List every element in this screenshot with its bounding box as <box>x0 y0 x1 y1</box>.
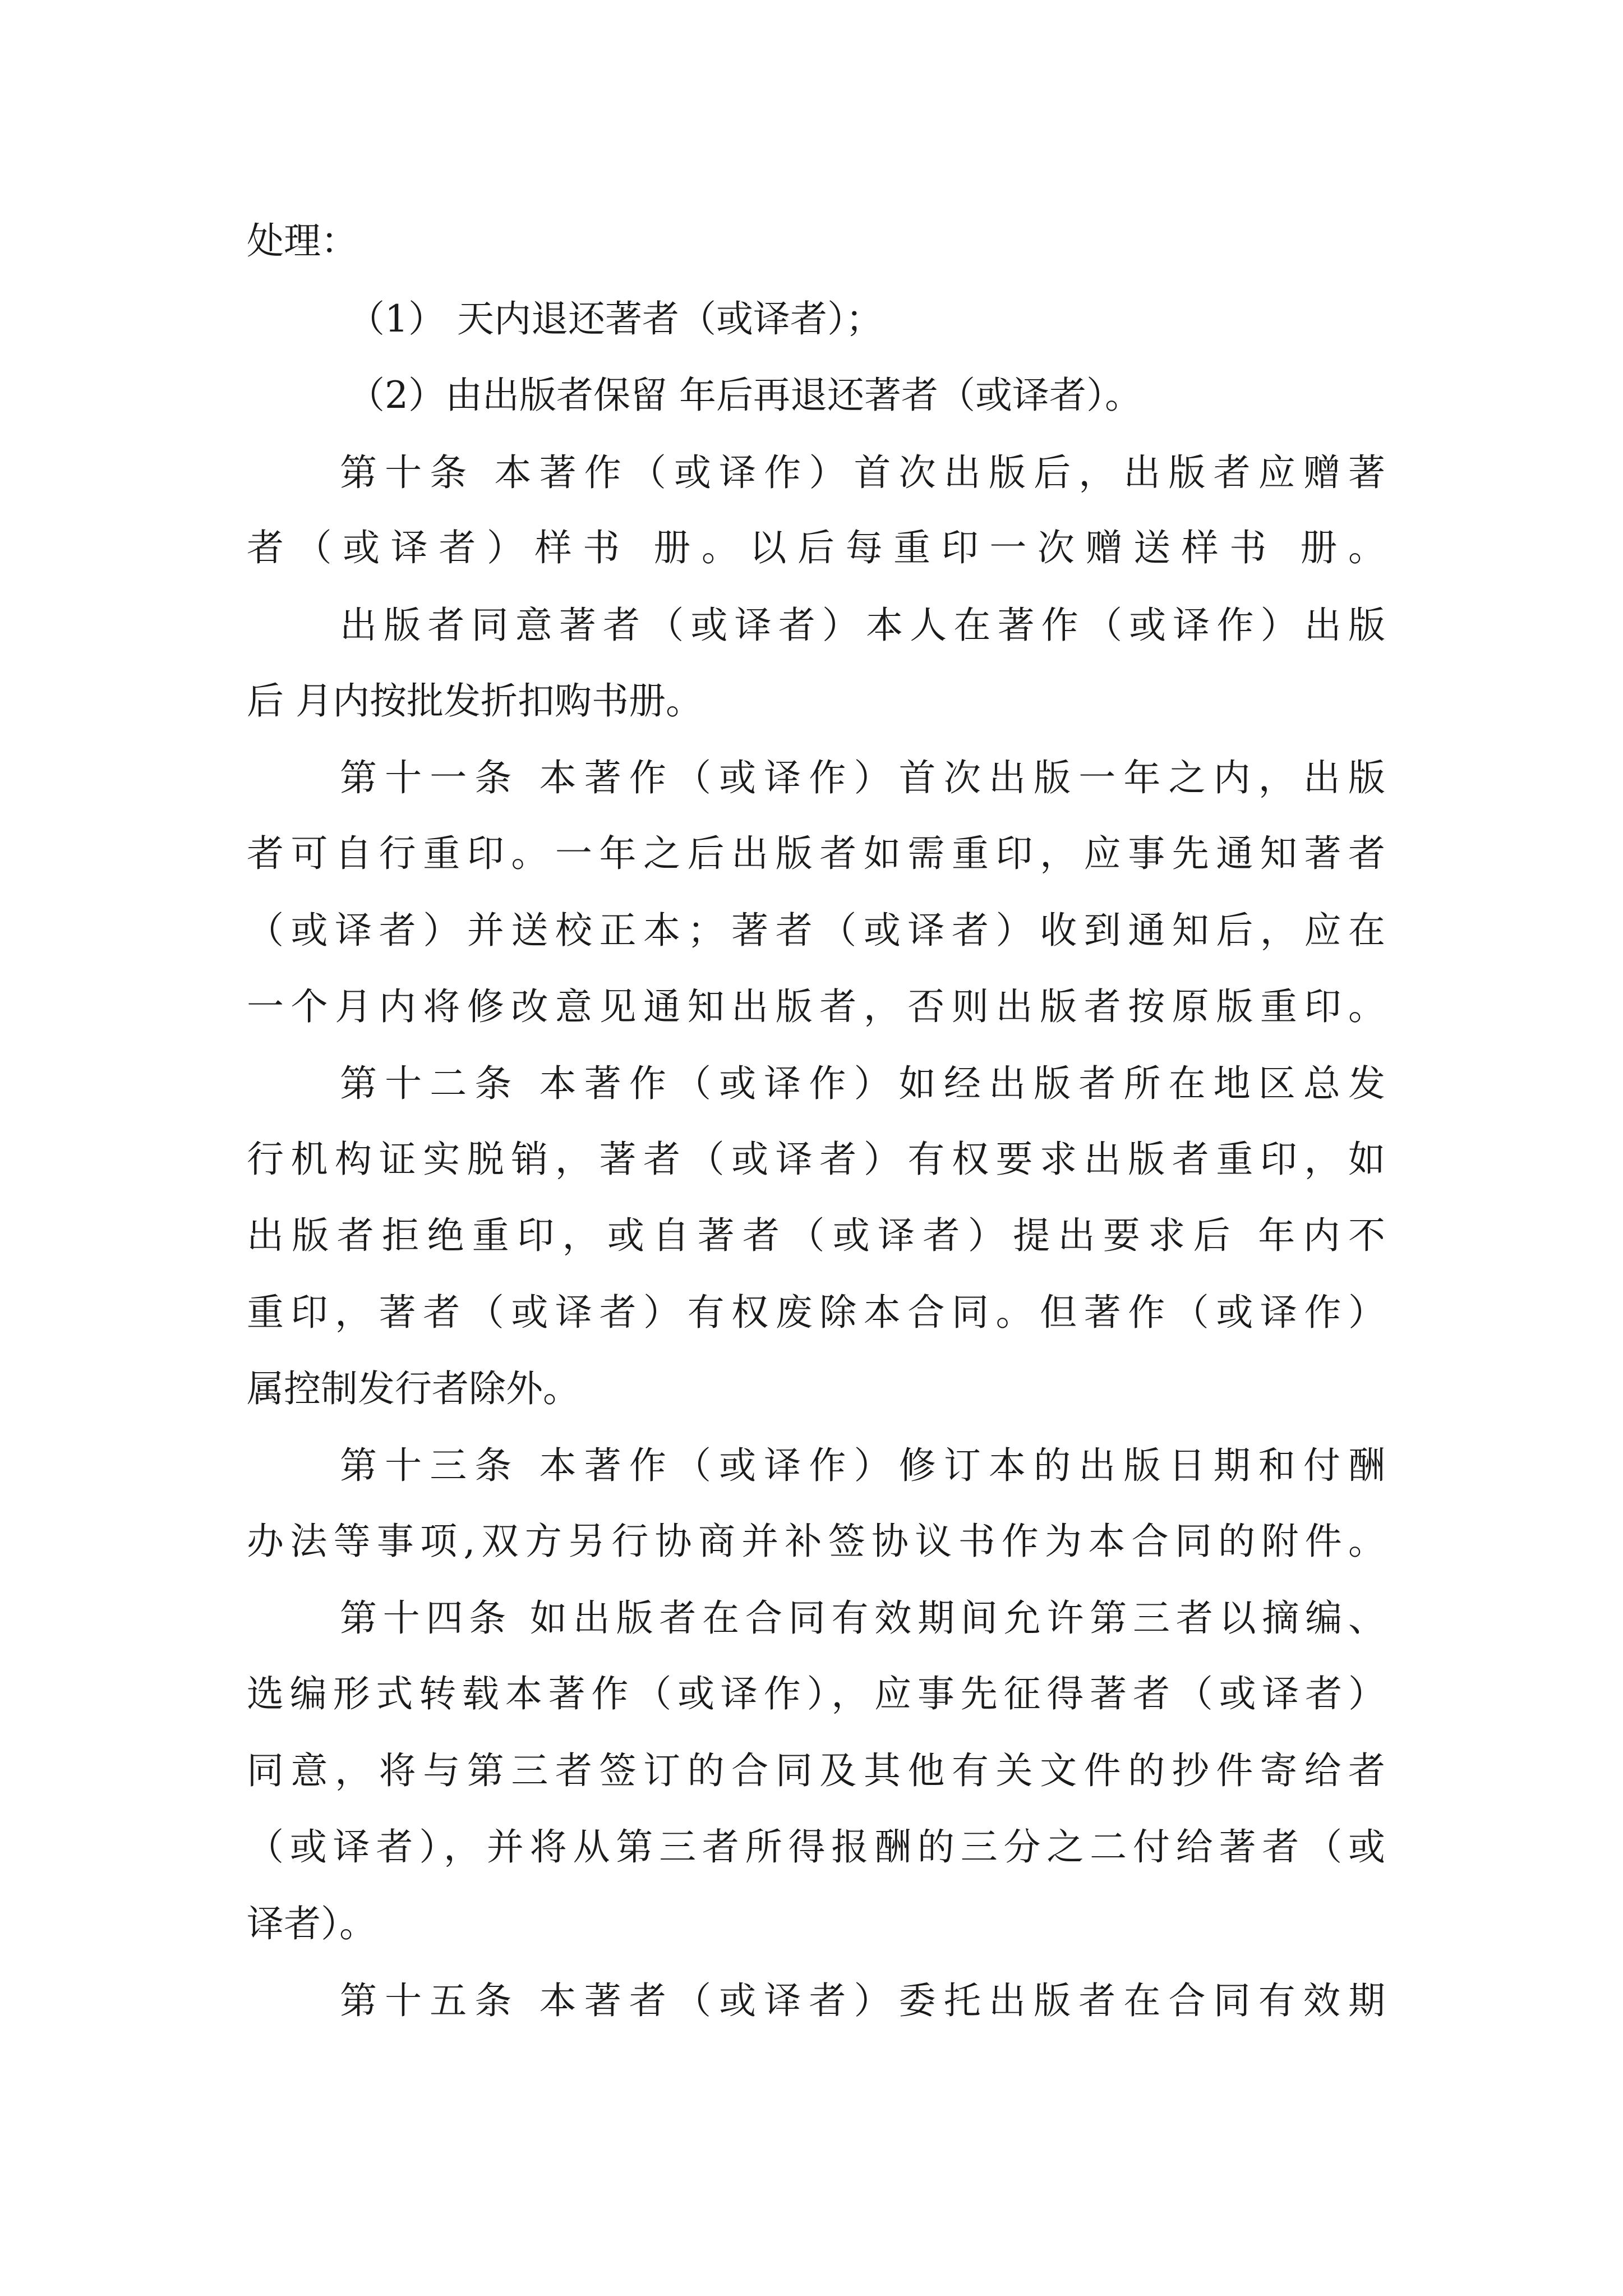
text-line: 第十一条 本著作（或译作）首次出版一年之内，出版 <box>340 756 1385 799</box>
text-line: （或译者），并将从第三者所得报酬的三分之二付给著者（或 <box>247 1825 1385 1869</box>
text-line: 办法等事项,双方另行协商并补签协议书作为本合同的附件。 <box>247 1520 1385 1563</box>
text-line: 第十四条 如出版者在合同有效期间允许第三者以摘编、 <box>340 1596 1385 1640</box>
text-line: 出版者拒绝重印，或自著者（或译者）提出要求后 年内不 <box>247 1214 1385 1257</box>
text-line: 后 月内按批发折扣购书册。 <box>247 679 703 723</box>
text-line: 第十五条 本著者（或译者）委托出版者在合同有效期 <box>340 1979 1385 2022</box>
text-line: （或译者）并送校正本；著者（或译者）收到通知后，应在 <box>247 909 1385 952</box>
text-line: 译者）。 <box>247 1902 376 1945</box>
text-line: （1） 天内退还著者（或译者）； <box>348 297 883 341</box>
text-line: 处理： <box>247 219 358 263</box>
text-line: 行机构证实脱销，著者（或译者）有权要求出版者重印，如 <box>247 1138 1385 1181</box>
text-line: （2）由出版者保留 年后再退还著者（或译者）。 <box>348 374 1142 417</box>
text-line: 者（或译者）样书 册。以后每重印一次赠送样书 册。 <box>247 526 1385 569</box>
text-line: 者可自行重印。一年之后出版者如需重印，应事先通知著者 <box>247 832 1385 875</box>
text-line: 出版者同意著者（或译者）本人在著作（或译作）出版 <box>340 604 1385 647</box>
text-line: 选编形式转载本著作（或译作），应事先征得著者（或译者） <box>247 1672 1385 1715</box>
text-line: 第十二条 本著作（或译作）如经出版者所在地区总发 <box>340 1062 1385 1105</box>
text-line: 第十三条 本著作（或译作）修订本的出版日期和付酬 <box>340 1444 1385 1487</box>
text-line: 第十条 本著作（或译作）首次出版后，出版者应赠著 <box>340 451 1385 494</box>
text-line: 一个月内将修改意见通知出版者，否则出版者按原版重印。 <box>247 985 1385 1028</box>
text-line: 属控制发行者除外。 <box>247 1367 580 1410</box>
text-line: 同意，将与第三者签订的合同及其他有关文件的抄件寄给者 <box>247 1749 1385 1792</box>
text-line: 重印，著者（或译者）有权废除本合同。但著作（或译作） <box>247 1291 1385 1334</box>
